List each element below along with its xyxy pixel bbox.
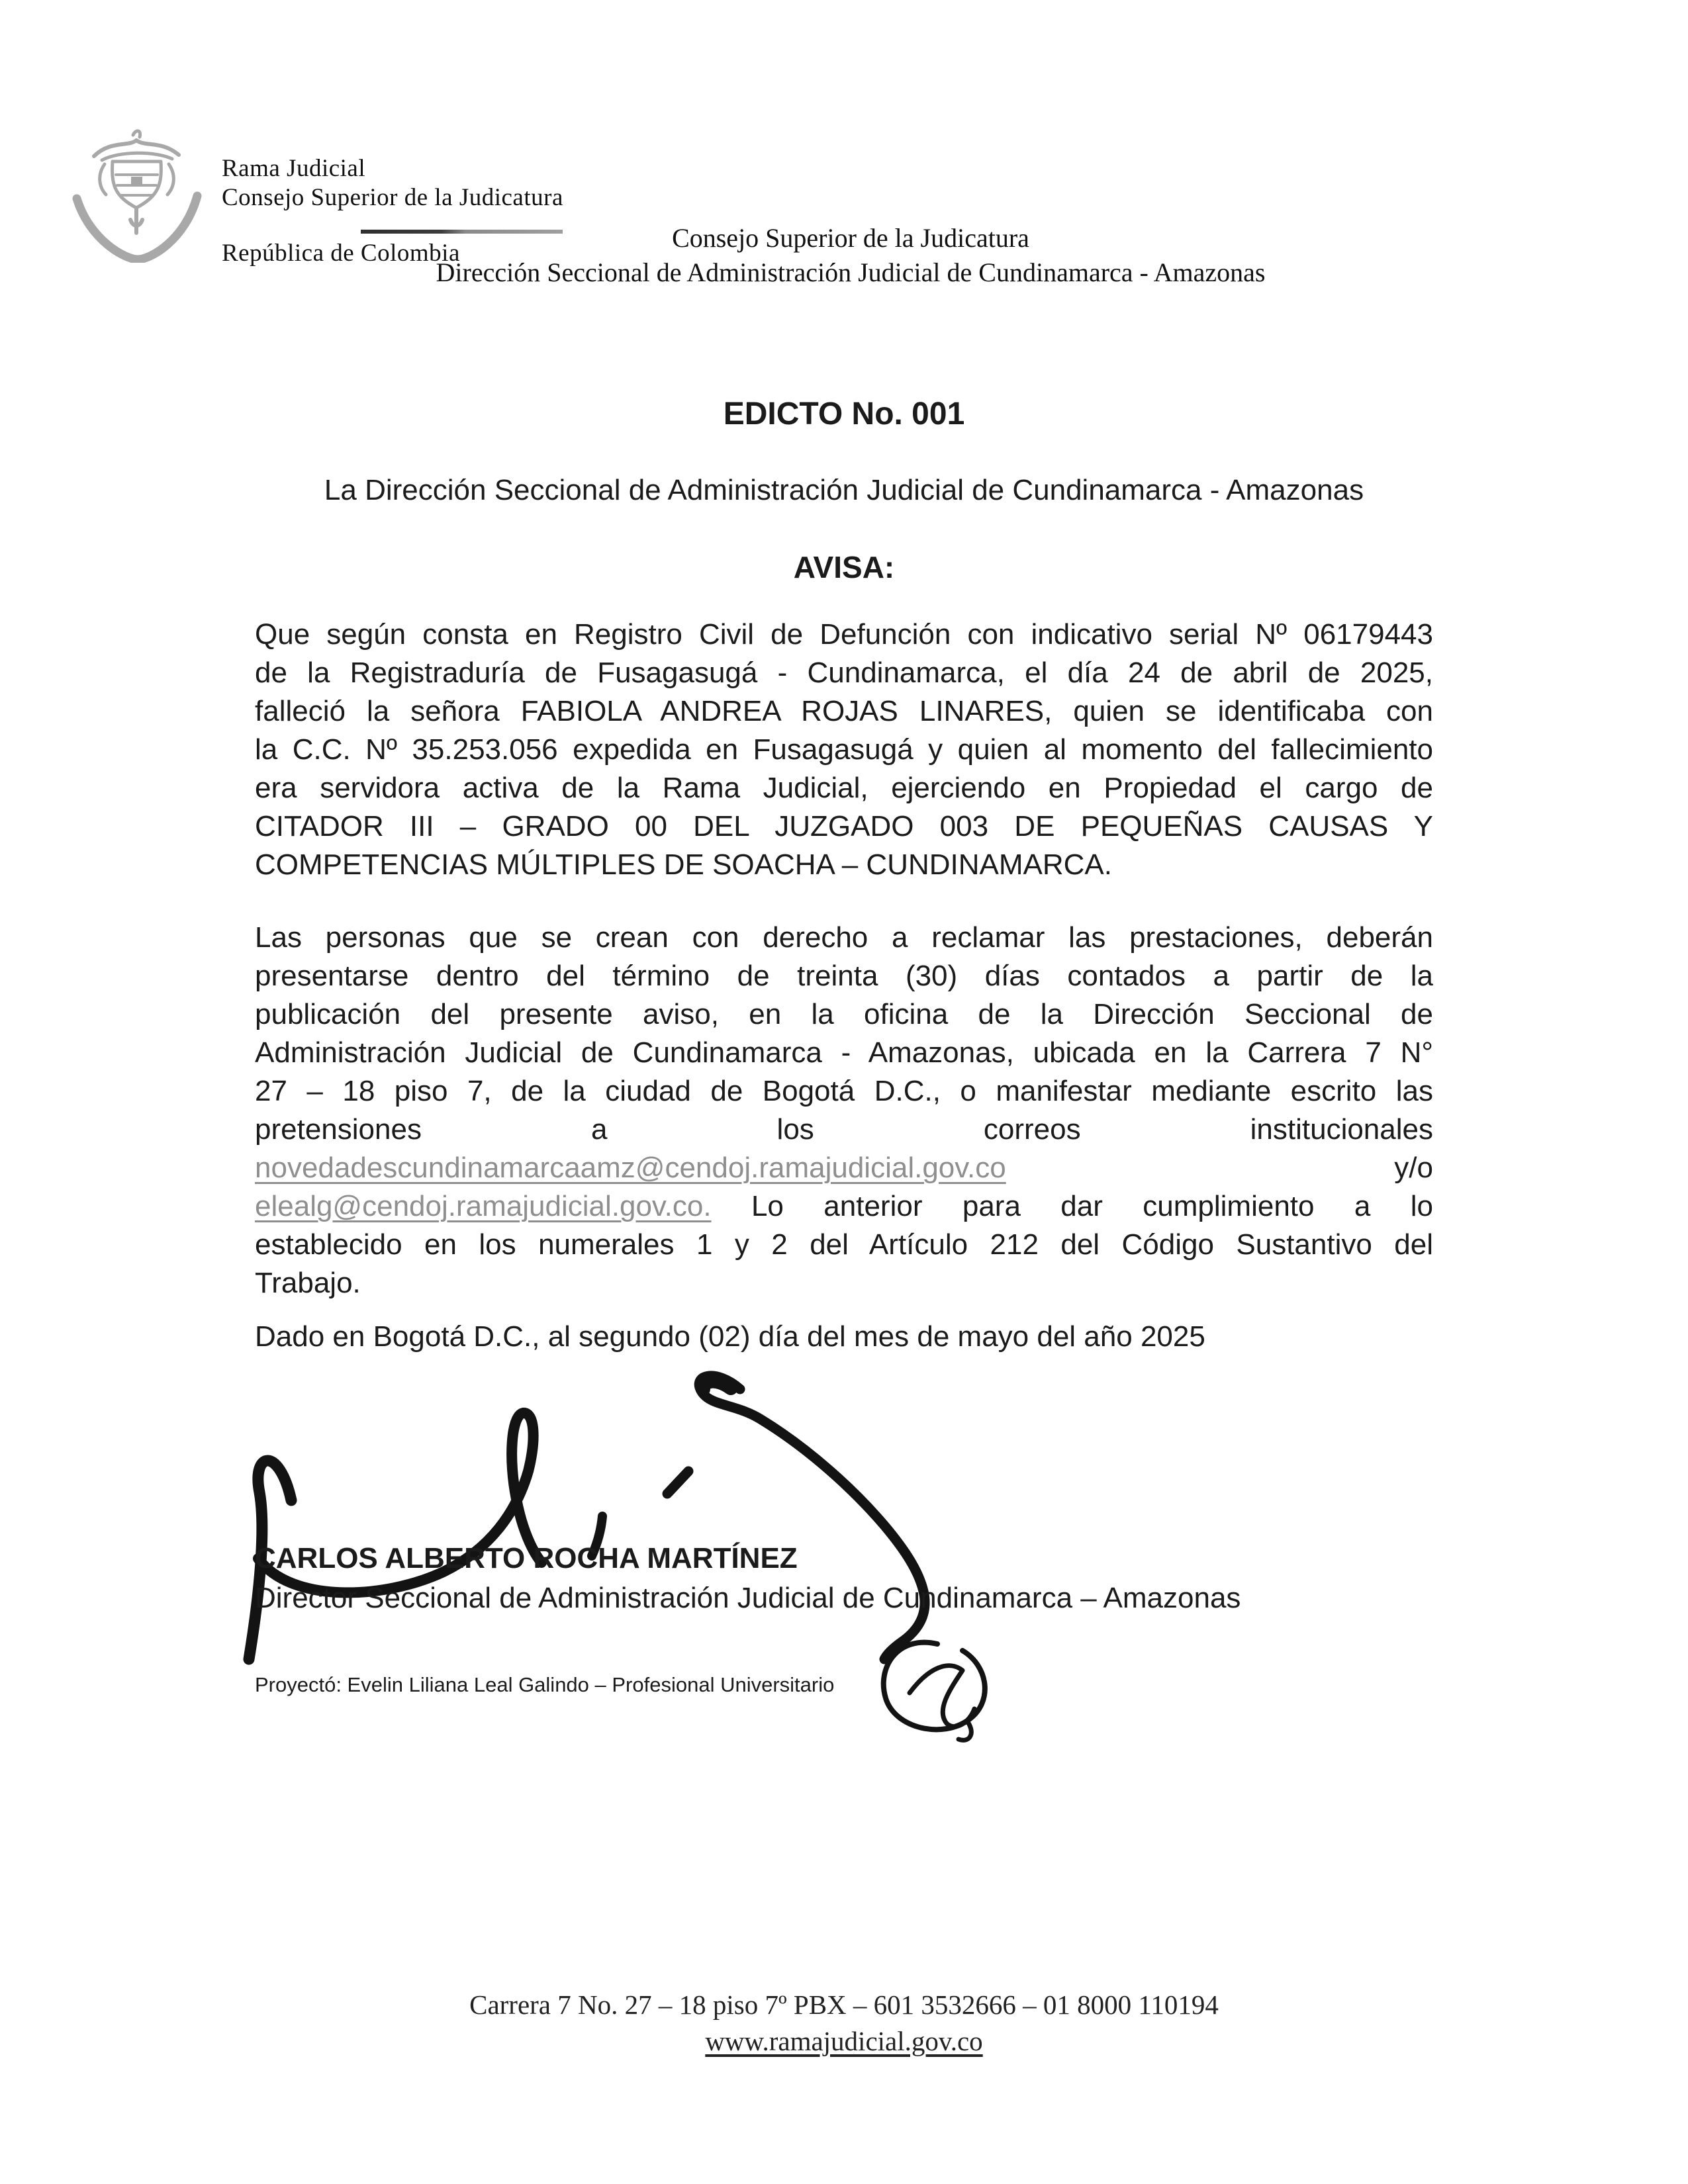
p1-line1: Que según consta en Registro Civil de Defunción con indicativo serial Nº 06179443 [255, 618, 1433, 651]
initials-signature-icon [868, 1629, 1014, 1745]
p1-line7: COMPETENCIAS MÚLTIPLES DE SOACHA – CUNDINAMARCA. [255, 848, 1112, 881]
header-left-line3: República de Colombia [222, 240, 460, 267]
email-link-elealg[interactable]: elealg@cendoj.ramajudicial.gov.co. [255, 1190, 712, 1222]
p2-line1: Las personas que se crean con derecho a reclamar las prestaciones, deberán [255, 921, 1433, 954]
dado-line: Dado en Bogotá D.C., al segundo (02) día del mes de mayo del año 2025 [255, 1320, 1205, 1353]
initials-signature [868, 1629, 1014, 1745]
p2-line10: Trabajo. [255, 1267, 361, 1299]
avisa-heading: AVISA: [793, 550, 895, 584]
email-connector: y/o [1394, 1152, 1433, 1184]
p2-line7 [255, 1149, 1433, 1187]
p2-line5: 27 – 18 piso 7, de la ciudad de Bogotá D.C., o manifestar mediante escrito las [255, 1075, 1433, 1107]
header-right-line2: Dirección Seccional de Administración Judicial de Cundinamarca - Amazonas [436, 257, 1266, 287]
p1-line6: CITADOR III – GRADO 00 DEL JUZGADO 003 DE PEQUEÑAS CAUSAS Y [255, 810, 1433, 842]
prepared-by-line: Proyectó: Evelin Liliana Leal Galindo – Profesional Universitario [255, 1673, 835, 1696]
signature [238, 1360, 966, 1671]
signer-name: CARLOS ALBERTO ROCHA MARTÍNEZ [255, 1542, 798, 1574]
header-left-line2: Consejo Superior de la Judicatura [222, 184, 563, 211]
signature-icon [238, 1360, 966, 1671]
p2-line3: publicación del presente aviso, en la oficina de la Dirección Seccional de [255, 998, 1433, 1030]
email-link-novedadescundinamarca[interactable]: novedadescundinamarcaamz@cendoj.ramajudicial.gov.co [255, 1152, 1006, 1184]
paragraph-2 [255, 919, 1433, 1302]
p2-line8 [255, 1187, 1433, 1226]
footer-website-line [0, 2025, 1688, 2057]
signer-title: Director Seccional de Administración Judicial de Cundinamarca – Amazonas [255, 1582, 1241, 1614]
header-right-block [255, 221, 1446, 290]
p1-line2: de la Registraduría de Fusagasugá - Cundinamarca, el día 24 de abril de 2025, [255, 657, 1433, 689]
p1-line3: falleció la señora FABIOLA ANDREA ROJAS LINARES, quien se identificaba con [255, 695, 1433, 727]
coat-of-arms-icon [65, 120, 209, 263]
footer-website-link[interactable]: www.ramajudicial.gov.co [705, 2026, 983, 2056]
p2-line2: presentarse dentro del término de treinta (30) días contados a partir de la [255, 960, 1433, 992]
p2-line6: pretensiones a los correos institucionales [255, 1113, 1433, 1146]
paragraph-1 [255, 615, 1433, 884]
header-right-line1: Consejo Superior de la Judicatura [672, 223, 1029, 253]
edict-title: EDICTO No. 001 [723, 396, 965, 432]
p2-line8-rest: Lo anterior para dar cumplimiento a lo [751, 1190, 1433, 1222]
coat-of-arms-logo [65, 120, 209, 263]
edict-issuer-line: La Dirección Seccional de Administración Judicial de Cundinamarca - Amazonas [324, 474, 1364, 506]
p2-line4: Administración Judicial de Cundinamarca - Amazonas, ubicada en la Carrera 7 N° [255, 1036, 1433, 1069]
footer-address: Carrera 7 No. 27 – 18 piso 7º PBX – 601 3532666 – 01 8000 110194 [469, 1989, 1219, 2020]
p1-line5: era servidora activa de la Rama Judicial, ejerciendo en Propiedad el cargo de [255, 772, 1433, 804]
shield-center [131, 177, 142, 186]
p1-line4: la C.C. Nº 35.253.056 expedida en Fusagasugá y quien al momento del fallecimiento [255, 733, 1433, 766]
p2-line9: establecido en los numerales 1 y 2 del Artículo 212 del Código Sustantivo del [255, 1228, 1433, 1261]
header-left-line1: Rama Judicial [222, 155, 366, 182]
